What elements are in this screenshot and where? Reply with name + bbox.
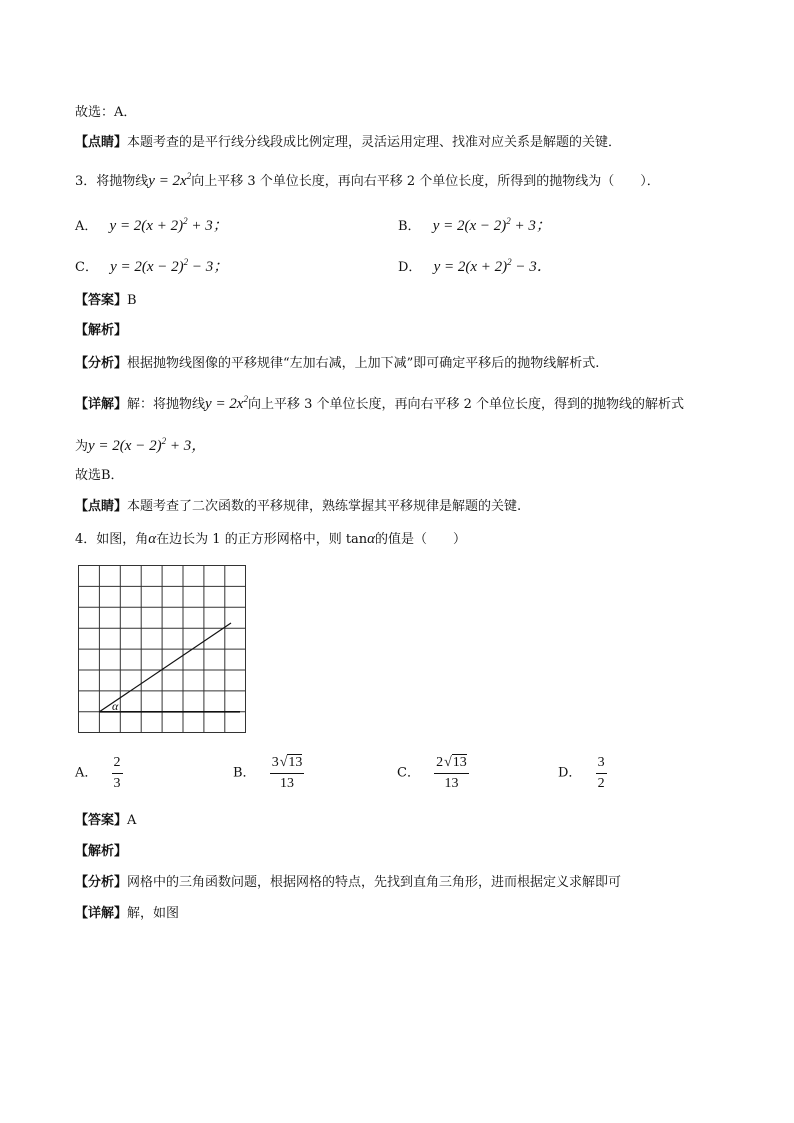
question-3 [75, 167, 660, 191]
q3-option-b[interactable]: B． $y = 2(x - 2)^2 + 3$； [398, 216, 551, 234]
q4-option-c[interactable]: C． $\frac{2√13}{13}$ [397, 755, 467, 791]
q4-option-a[interactable]: A． $\frac{2}{3}$ [75, 755, 121, 791]
fraction: $\frac{2√13}{13}$ [436, 755, 467, 791]
detail-4: 【详解】解，如图 [75, 906, 180, 921]
analysis-heading-3: 【解析】 [75, 323, 128, 338]
select-b-line: 故选B． [75, 468, 124, 483]
q3-option-a[interactable]: A． $y = 2(x + 2)^2 + 3$； [75, 216, 228, 234]
q3-option-d[interactable]: D． $y = 2(x + 2)^2 - 3$． [398, 257, 552, 275]
fraction: $\frac{2}{3}$ [113, 755, 121, 791]
analysis-4: 【分析】网格中的三角函数问题，根据网格的特点，先找到直角三角形，进而根据定义求解即可 [75, 875, 622, 890]
select-a-line: 故选：A． [75, 105, 137, 120]
answer-value: B [127, 293, 137, 308]
q3-mid: 向上平移 3 个单位长度，再向右平移 2 个单位长度，所得到的抛物线为（ ）． [191, 174, 660, 189]
answer-3 [75, 292, 137, 310]
comment-line-2 [75, 134, 621, 152]
fraction: $\frac{3}{2}$ [597, 755, 605, 791]
question-4: 4．如图，角α在边长为 1 的正方形网格中，则 tanα的值是（ ） [75, 531, 467, 547]
answer-tag: 【答案】 [75, 293, 128, 308]
q3-option-c[interactable]: C． $y = 2(x - 2)^2 - 3$； [75, 257, 229, 275]
fraction: $\frac{3√13}{13}$ [271, 755, 303, 791]
alpha-label: α [112, 699, 119, 713]
angle-slant-ray [99, 623, 231, 712]
detail-3: 【详解】解：将抛物线$y = 2x^2$向上平移 3 个单位长度，再向右平移 2 个单位长度，得到的抛物线的解析式 [75, 394, 685, 412]
q3-prefix: 3．将抛物线 [75, 174, 149, 189]
answer-4: 【答案】A [75, 813, 137, 828]
q4-option-b[interactable]: B． $\frac{3√13}{13}$ [233, 755, 303, 791]
comment-tag: 【点睛】 [75, 135, 128, 150]
comment-3: 【点睛】本题考查了二次函数的平移规律，熟练掌握其平移规律是解题的关键. [75, 499, 522, 514]
analysis-3: 【分析】根据抛物线图像的平移规律“左加右减，上加下减”即可确定平移后的抛物线解析式. [75, 356, 600, 371]
analysis-heading-4: 【解析】 [75, 844, 128, 859]
q4-option-d[interactable]: D． $\frac{3}{2}$ [558, 755, 605, 791]
q3-parabola: $y = 2x^2$ [148, 171, 192, 189]
detail-3-cont: 为$y = 2(x - 2)^2 + 3$， [75, 436, 207, 454]
comment-text: 本题考查的是平行线分线段成比例定理，灵活运用定理、找准对应关系是解题的关键． [127, 135, 622, 150]
square-grid-figure [78, 565, 248, 735]
